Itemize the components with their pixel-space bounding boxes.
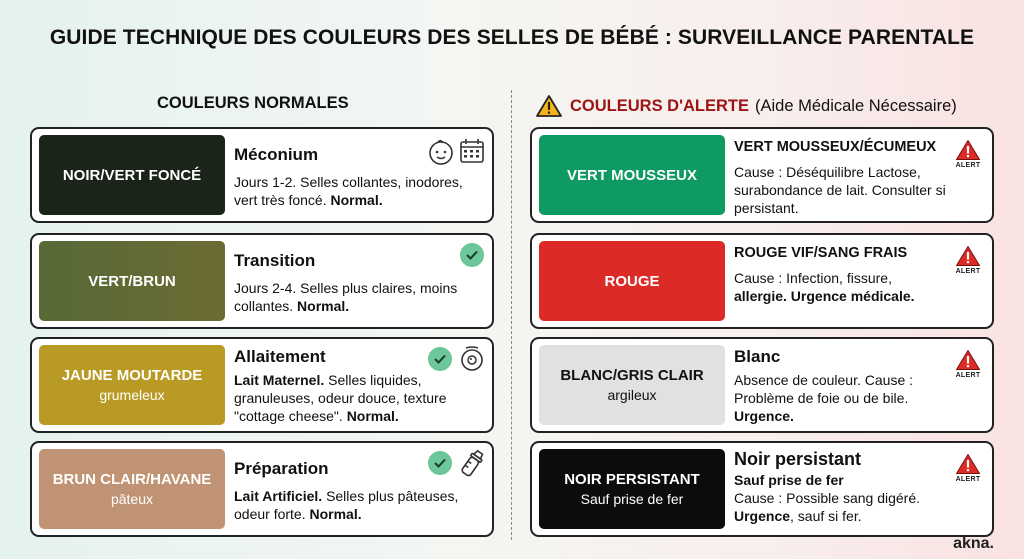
card-text-lead-bold: Lait Maternel. <box>234 372 325 388</box>
alert-badge <box>953 245 983 281</box>
card-title: Méconium <box>234 145 319 164</box>
card-breastfeeding <box>30 337 494 433</box>
swatch-mustard-yellow <box>39 345 225 425</box>
swatch-label: BLANC/GRIS CLAIR <box>560 367 704 384</box>
alert-label: ALERT <box>955 268 981 275</box>
swatch-sublabel: Sauf prise de fer <box>580 491 684 507</box>
swatch-sublabel: pâteux <box>110 491 154 507</box>
card-text-bold: Normal. <box>297 298 350 314</box>
breastfeeding-icon <box>458 345 486 373</box>
alert-triangle-icon <box>955 453 981 475</box>
card-text-bold: Normal. <box>346 408 399 424</box>
alert-label: ALERT <box>955 372 981 379</box>
page-title: GUIDE TECHNIQUE DES COULEURS DES SELLES DE BÉBÉ : SURVEILLANCE PARENTALE <box>49 26 975 49</box>
card-text: Jours 1-2. Selles collantes, inodores, vert très foncé. <box>234 174 463 208</box>
swatch-persistent-black <box>539 449 725 529</box>
card-text-lead-bold: Lait Artificiel. <box>234 488 323 504</box>
check-icon <box>428 451 452 475</box>
swatch-label: NOIR PERSISTANT <box>564 471 700 488</box>
swatch-sublabel: argileux <box>607 387 657 403</box>
alert-colors-heading-text: COULEURS D'ALERTE <box>570 96 750 115</box>
card-title: ROUGE VIF/SANG FRAIS <box>734 245 908 261</box>
card-description <box>734 371 946 425</box>
swatch-label: ROUGE <box>604 272 660 290</box>
baby-face-icon <box>426 137 456 167</box>
swatch-label: BRUN CLAIR/HAVANE <box>52 471 212 488</box>
card-text: Absence de couleur. Cause : Problème de foie ou de bile. <box>734 372 914 406</box>
alert-colors-heading <box>536 94 957 118</box>
card-text-tail: , sauf si fer. <box>790 508 862 524</box>
swatch-label: VERT MOUSSEUX <box>566 166 698 184</box>
swatch-sublabel: grumeleux <box>99 387 165 403</box>
card-text: Cause : Déséquilibre Lactose, surabondance de lait. Consulter si persistant. <box>734 164 946 216</box>
card-subtitle: Sauf prise de fer <box>734 472 844 488</box>
alert-triangle-icon <box>955 349 981 371</box>
card-white-grey <box>530 337 994 433</box>
swatch-green-brown <box>39 241 225 321</box>
card-description <box>234 371 484 425</box>
card-text-bold: Normal. <box>330 192 383 208</box>
card-text-bold: Urgence. <box>734 408 794 424</box>
card-description <box>734 269 946 305</box>
card-text: Cause : Possible sang digéré. <box>734 490 920 506</box>
swatch-label: VERT/BRUN <box>88 272 176 290</box>
swatch-foamy-green <box>539 135 725 215</box>
baby-bottle-icon <box>458 448 486 480</box>
card-text-bold: Urgence <box>734 508 791 524</box>
card-title: Préparation <box>234 459 329 478</box>
alert-badge <box>953 139 983 175</box>
card-description <box>234 279 484 315</box>
calendar-icon <box>458 137 486 165</box>
card-text: Selles plus pâteuses, odeur forte. <box>234 488 459 522</box>
warning-triangle-icon <box>536 94 562 118</box>
swatch-light-brown <box>39 449 225 529</box>
alert-triangle-icon <box>955 245 981 267</box>
card-foamy-green <box>530 127 994 223</box>
card-title: VERT MOUSSEUX/ÉCUMEUX <box>734 139 937 155</box>
alert-label: ALERT <box>955 476 981 483</box>
swatch-red <box>539 241 725 321</box>
card-description <box>234 487 484 523</box>
normal-colors-heading-text: COULEURS NORMALES <box>157 94 349 112</box>
card-persistent-black <box>530 441 994 537</box>
card-title: Blanc <box>734 347 781 366</box>
alert-colors-heading-sub: (Aide Médicale Nécessaire) <box>755 96 957 115</box>
card-description <box>234 173 484 209</box>
alert-badge <box>953 453 983 489</box>
alert-triangle-icon <box>955 139 981 161</box>
column-divider <box>511 90 512 540</box>
card-text-bold: allergie. Urgence médicale. <box>734 288 915 304</box>
alert-badge <box>953 349 983 385</box>
swatch-label: NOIR/VERT FONCÉ <box>62 166 202 184</box>
card-text-bold: Normal. <box>309 506 362 522</box>
brand-logo: akna. <box>953 535 994 552</box>
card-bright-red <box>530 233 994 329</box>
card-transition <box>30 233 494 329</box>
swatch-white-grey <box>539 345 725 425</box>
card-title: Allaitement <box>234 347 326 366</box>
check-icon <box>460 243 484 267</box>
card-title: Noir persistant <box>734 449 862 469</box>
swatch-label: JAUNE MOUTARDE <box>61 367 203 384</box>
card-text: Jours 2-4. Selles plus claires, moins collantes. <box>234 280 458 314</box>
card-text: Cause : Infection, fissure, <box>734 270 892 286</box>
alert-label: ALERT <box>955 162 981 169</box>
card-text: Selles liquides, granuleuses, odeur douce, texture "cottage cheese". <box>234 372 447 424</box>
card-title: Transition <box>234 251 316 270</box>
normal-colors-heading <box>157 94 349 113</box>
swatch-black-dark-green <box>39 135 225 215</box>
card-formula <box>30 441 494 537</box>
check-icon <box>428 347 452 371</box>
card-meconium <box>30 127 494 223</box>
card-description <box>734 471 946 525</box>
